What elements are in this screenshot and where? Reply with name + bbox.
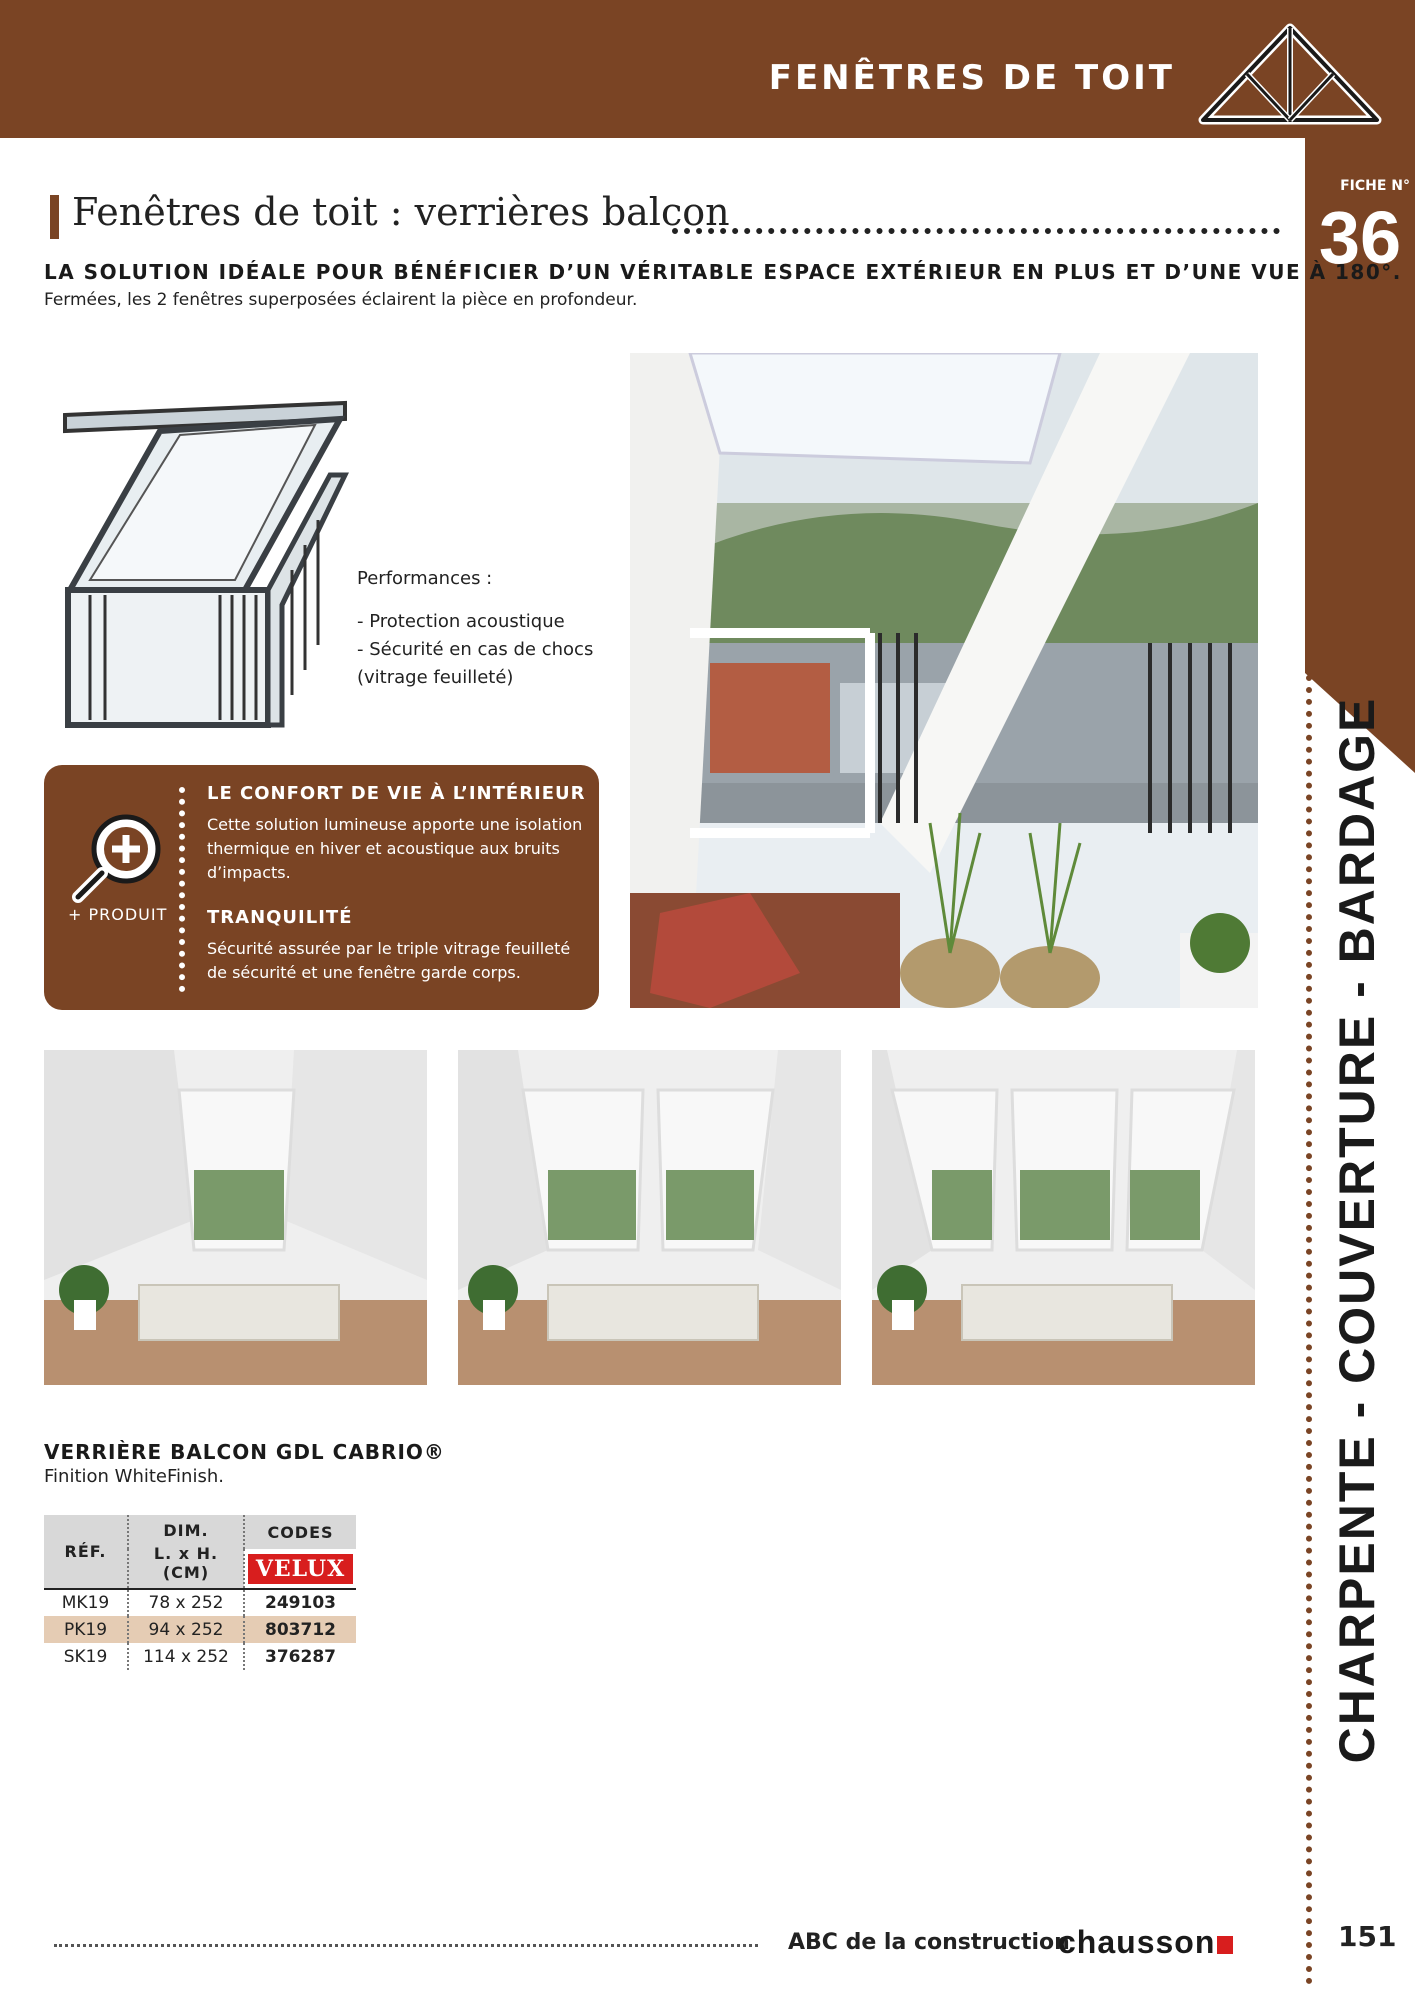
- page-title: Fenêtres de toit : verrières balcon: [72, 190, 730, 234]
- advantage-title: TRANQUILITÉ: [207, 907, 353, 928]
- col-header-dim-unit: L. x H. (CM): [153, 1544, 219, 1582]
- performances-title: Performances :: [357, 568, 493, 589]
- title-accent-bar: [50, 195, 59, 239]
- cell-dim: 114 x 252: [128, 1643, 244, 1670]
- col-header-dim: [128, 1515, 244, 1589]
- cell-code: 376287: [265, 1646, 336, 1667]
- col-header-ref: RÉF.: [44, 1515, 128, 1589]
- product-name: VERRIÈRE BALCON GDL CABRIO®: [44, 1440, 445, 1464]
- cell-dim: 94 x 252: [128, 1616, 244, 1643]
- page-number: 151: [1338, 1920, 1397, 1953]
- brand-mark-icon: [1217, 1936, 1233, 1954]
- cell-code: 249103: [265, 1593, 336, 1613]
- table-row: [44, 1616, 356, 1643]
- col-header-codes: CODES: [244, 1515, 356, 1549]
- balcony-window-product-image: [60, 395, 350, 740]
- advantage-text: Cette solution lumineuse apporte une isolation thermique en hiver et acoustique aux bruits d’impacts.: [207, 815, 583, 882]
- roof-truss-icon: [1195, 20, 1385, 130]
- performance-item: - Sécurité en cas de chocs: [357, 639, 594, 660]
- plus-produit-label: + PRODUIT: [68, 905, 168, 924]
- balcony-view-photo: [630, 353, 1258, 1008]
- col-header-dim-label: DIM.: [163, 1521, 209, 1540]
- cell-code: 803712: [244, 1616, 356, 1643]
- sidebar-dotted-line: [1306, 675, 1312, 1985]
- cell-ref: SK19: [44, 1643, 128, 1670]
- cell-ref: MK19: [44, 1589, 128, 1616]
- performance-item: - Protection acoustique: [357, 611, 565, 632]
- magnifier-plus-icon: [68, 807, 168, 907]
- footer-dotted-line: [54, 1944, 758, 1947]
- plus-box-dotted-separator: [179, 787, 185, 992]
- intro-text: Fermées, les 2 fenêtres superposées éclairent la pièce en profondeur.: [44, 290, 638, 310]
- brand-name: chausson: [1058, 1924, 1216, 1960]
- performances-list: [357, 608, 593, 692]
- cell-dim: 78 x 252: [128, 1589, 244, 1616]
- table-row: [44, 1589, 356, 1616]
- table-row: [44, 1643, 356, 1670]
- velux-logo: VELUX: [248, 1554, 353, 1584]
- room-photo-three-windows: [872, 1050, 1255, 1385]
- category-vertical-label: CHARPENTE - COUVERTURE - BARDAGE: [1329, 696, 1385, 1764]
- room-photo-one-window: [44, 1050, 427, 1385]
- cell-ref: PK19: [44, 1616, 128, 1643]
- advantage-text: Sécurité assurée par le triple vitrage feuilleté de sécurité et une fenêtre garde corps.: [207, 939, 571, 982]
- advantage-title: LE CONFORT DE VIE À L’INTÉRIEUR: [207, 783, 586, 804]
- product-finish: Finition WhiteFinish.: [44, 1466, 224, 1487]
- footer-publication: ABC de la construction: [788, 1930, 1070, 1955]
- fiche-number: 36: [1318, 196, 1402, 279]
- brand-logo: [1058, 1924, 1233, 1961]
- title-dotted-leader: [672, 228, 1280, 234]
- velux-logo-cell: [244, 1549, 356, 1589]
- room-photo-two-windows: [458, 1050, 841, 1385]
- section-title: FENÊTRES DE TOIT: [768, 58, 1175, 98]
- page-subtitle: LA SOLUTION IDÉALE POUR BÉNÉFICIER D’UN VÉRITABLE ESPACE EXTÉRIEUR EN PLUS ET D’UNE VUE À 180°.: [44, 260, 1402, 284]
- fiche-label: FICHE N°: [1340, 178, 1410, 194]
- reference-table: [44, 1515, 356, 1670]
- performance-item: (vitrage feuilleté): [357, 667, 514, 688]
- plus-produit-box: [44, 765, 599, 1010]
